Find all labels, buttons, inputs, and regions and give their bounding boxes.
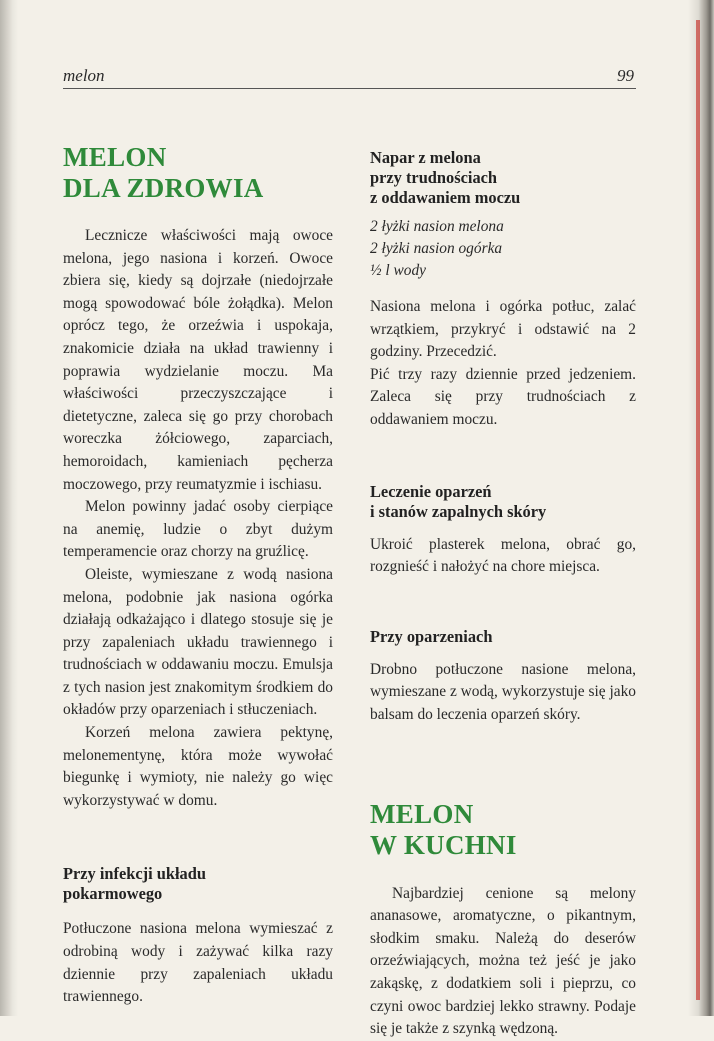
subheading-line: z oddawaniem moczu xyxy=(370,188,521,207)
running-header xyxy=(63,64,636,89)
subheading-line: i stanów zapalnych skóry xyxy=(370,501,547,521)
paragraph: Korzeń melona zawiera pektynę, melonementynę, która może wywołać biegunkę i wymioty, nie należy go więc wykorzystywać w domu. xyxy=(63,724,333,809)
paragraph: Nasiona melona i ogórka potłuc, zalać wrzątkiem, przykryć i odstawić na 2 godziny. Przecedzić. xyxy=(370,298,636,361)
subheading-line: Przy infekcji układu xyxy=(63,864,206,884)
subheading-line: Leczenie oparzeń xyxy=(370,481,492,501)
ingredient-item: 2 łyżki nasion melona xyxy=(370,218,504,235)
red-edge-stripe xyxy=(696,20,700,1000)
paragraph: Drobno potłuczone nasione melona, wymieszane z wodą, wykorzystuje się jako balsam do leczenia oparzeń skóry. xyxy=(370,660,636,723)
subheading-burns: Przy oparzeniach xyxy=(370,626,493,646)
paragraph: Ukroić plasterek melona, obrać go, rozgnieść i nałożyć na chore miejsca. xyxy=(370,535,636,576)
header-section: melon xyxy=(63,66,105,85)
section-title-health xyxy=(63,142,333,204)
left-column xyxy=(63,142,333,1009)
subheading-napar xyxy=(370,148,636,208)
ingredient-item: ½ l wody xyxy=(370,262,427,279)
page-edge xyxy=(688,0,714,1016)
paragraph: Najbardziej cenione są melony ananasowe, aromatyczne, o pikantnym, słodkim smaku. Należą do deserów orzeźwiających, można też jeść je jako zakąskę, z dodatkiem soli i pieprzu, co czyni owoc bardziej lekko strawny. Podaje się je także z szynką wędzoną. xyxy=(370,884,636,1038)
title-line: DLA ZDROWIA xyxy=(63,173,264,203)
subheading-infection xyxy=(63,864,333,904)
subheading-burns-treatment xyxy=(370,482,636,522)
subheading-line: przy trudnościach xyxy=(370,168,498,187)
section-title-kitchen xyxy=(370,799,636,861)
title-line: MELON xyxy=(63,142,167,172)
ingredient-item: 2 łyżki nasion ogórka xyxy=(370,240,503,257)
title-line: MELON xyxy=(370,798,474,829)
right-column xyxy=(370,148,636,1041)
binding-shadow xyxy=(0,0,18,1016)
paragraph: Potłuczone nasiona melona wymieszać z odrobiną wody i zażywać kilka razy dziennie przy zapaleniach układu trawiennego. xyxy=(63,920,333,1006)
paragraph: Melon powinny jadać osoby cierpiące na anemię, ludzie o zbyt dużym temperamencie oraz chorzy na gruźlicę. xyxy=(63,498,333,561)
paragraph: Oleiste, wymieszane z wodą nasiona melona, podobnie jak nasiona ogórka działają odkażająco i dlatego stosuje się je przy zapaleniach układu trawiennego i trudnościach w oddawaniu moczu. Emulsja z tych nasion jest znakomitym środkiem do okładów przy oparzeniach i stłuczeniach. xyxy=(63,565,333,719)
title-line: W KUCHNI xyxy=(370,829,517,860)
page-number: 99 xyxy=(617,66,634,85)
paragraph: Lecznicze właściwości mają owoce melona, jego nasiona i korzeń. Owoce zbiera się, kiedy są dojrzałe (niedojrzałe mogą spowodować bóle żołądka). Melon oprócz tego, że orzeźwia i uspokaja, znakomicie działa na układ trawienny i poprawia wydzielanie moczu. Ma właściwości przeczyszczające i dietetyczne, zaleca się go przy chorobach woreczka żółciowego, zaparciach, hemoroidach, kamieniach pęcherza moczowego, przy reumatyzmie i ischiasu. xyxy=(63,227,333,493)
paragraph: Pić trzy razy dziennie przed jedzeniem. Zaleca się przy trudnościach z oddawaniem moczu. xyxy=(370,365,636,428)
subheading-line: pokarmowego xyxy=(63,884,163,904)
subheading-line: Napar z melona xyxy=(370,148,481,167)
